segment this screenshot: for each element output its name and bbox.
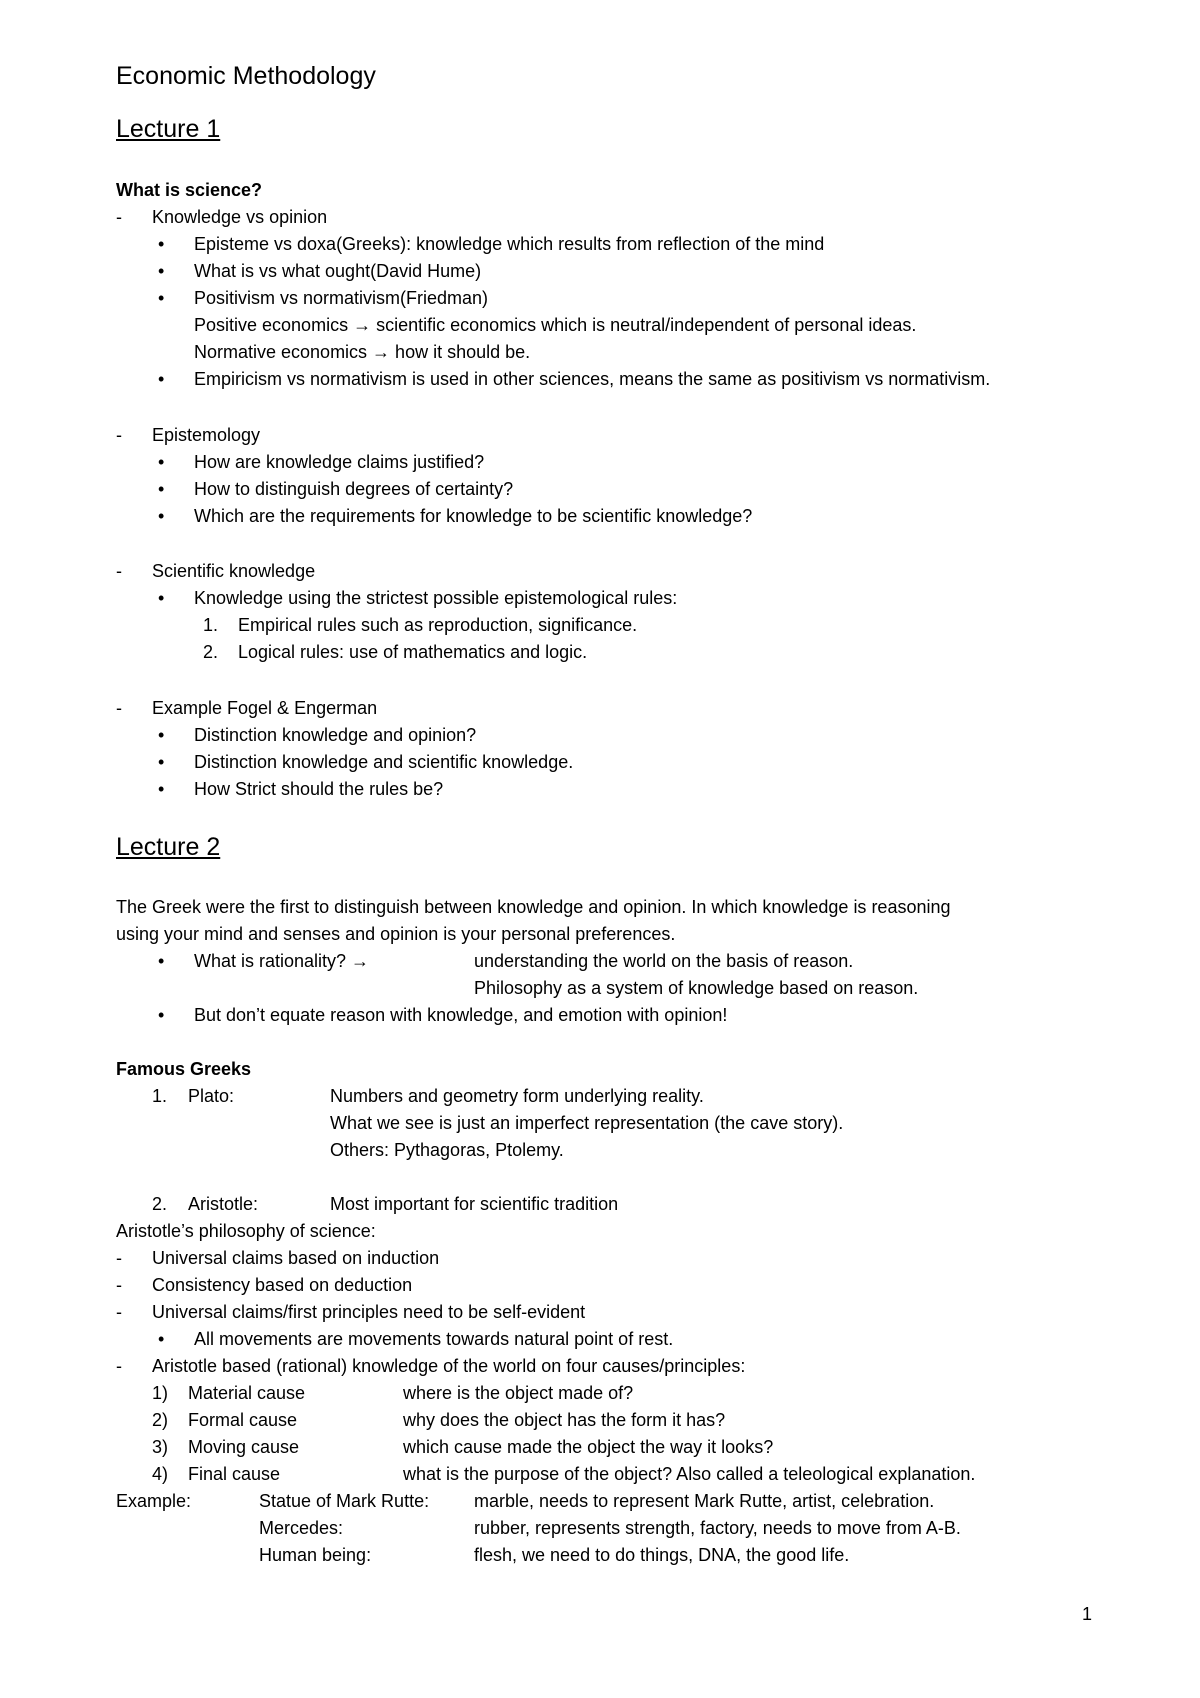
bullet-marker: •: [158, 951, 165, 971]
intro-paragraph-line: The Greek were the first to distinguish between knowledge and opinion. In which knowledge is reasoning: [116, 897, 951, 917]
example-description: flesh, we need to do things, DNA, the good life.: [474, 1545, 850, 1565]
numbered-item: Empirical rules such as reproduction, significance.: [238, 615, 638, 635]
bullet-marker: •: [158, 1329, 165, 1349]
list-item: What is vs what ought(David Hume): [194, 261, 482, 281]
dash-marker: -: [116, 698, 122, 718]
section-title-scientific-knowledge: Scientific knowledge: [152, 561, 316, 581]
example-subject: Human being:: [259, 1545, 372, 1565]
list-item: Knowledge using the strictest possible epistemological rules:: [194, 588, 678, 608]
bullet-marker: •: [158, 725, 165, 745]
bullet-marker: •: [158, 234, 165, 254]
rationality-answer: Philosophy as a system of knowledge based on reason.: [474, 978, 919, 998]
document-title: Economic Methodology: [116, 62, 376, 90]
bullet-marker: •: [158, 1005, 165, 1025]
cause-number: 4): [152, 1464, 169, 1484]
cause-number: 2): [152, 1410, 169, 1430]
bullet-marker: •: [158, 369, 165, 389]
dash-marker: -: [116, 425, 122, 445]
plato-line: Others: Pythagoras, Ptolemy.: [330, 1140, 564, 1160]
cause-name: Final cause: [188, 1464, 281, 1484]
cause-description: where is the object made of?: [403, 1383, 634, 1403]
bullet-marker: •: [158, 479, 165, 499]
dash-marker: -: [116, 1275, 122, 1295]
philosophy-of-science-title: Aristotle’s philosophy of science:: [116, 1221, 376, 1241]
section-title-knowledge-vs-opinion: Knowledge vs opinion: [152, 207, 328, 227]
claim-item: Universal claims/first principles need to be self-evident: [152, 1302, 586, 1322]
list-item: Which are the requirements for knowledge to be scientific knowledge?: [194, 506, 753, 526]
cause-number: 1): [152, 1383, 169, 1403]
claim-item: Universal claims based on induction: [152, 1248, 440, 1268]
cause-description: what is the purpose of the object? Also called a teleological explanation.: [403, 1464, 976, 1484]
list-item: Episteme vs doxa(Greeks): knowledge which results from reflection of the mind: [194, 234, 825, 254]
what-is-science-heading: What is science?: [116, 180, 263, 200]
rationality-question: What is rationality? →: [194, 951, 370, 971]
list-item: But don’t equate reason with knowledge, and emotion with opinion!: [194, 1005, 728, 1025]
cause-name: Formal cause: [188, 1410, 298, 1430]
section-title-epistemology: Epistemology: [152, 425, 261, 445]
numbered-item: Logical rules: use of mathematics and logic.: [238, 642, 588, 662]
cause-name: Moving cause: [188, 1437, 300, 1457]
dash-marker: -: [116, 1248, 122, 1268]
bullet-marker: •: [158, 261, 165, 281]
bullet-marker: •: [158, 779, 165, 799]
number-marker: 2.: [203, 642, 219, 662]
number-marker: 1.: [152, 1086, 168, 1106]
list-item: Empiricism vs normativism is used in other sciences, means the same as positivism vs normativism.: [194, 369, 991, 389]
aristotle-label: Aristotle:: [188, 1194, 259, 1214]
list-item: All movements are movements towards natural point of rest.: [194, 1329, 674, 1349]
dash-marker: -: [116, 561, 122, 581]
list-item-continuation: Normative economics → how it should be.: [194, 342, 531, 362]
example-description: rubber, represents strength, factory, needs to move from A-B.: [474, 1518, 961, 1538]
section-title-example-fogel-engerman: Example Fogel & Engerman: [152, 698, 378, 718]
plato-line: What we see is just an imperfect representation (the cave story).: [330, 1113, 844, 1133]
dash-marker: -: [116, 207, 122, 227]
list-item: How are knowledge claims justified?: [194, 452, 485, 472]
example-subject: Statue of Mark Rutte:: [259, 1491, 430, 1511]
bullet-marker: •: [158, 452, 165, 472]
cause-number: 3): [152, 1437, 169, 1457]
number-marker: 1.: [203, 615, 219, 635]
page-number: 1: [1082, 1604, 1093, 1624]
lecture-1-heading: Lecture 1: [116, 115, 221, 143]
lecture-2-heading: Lecture 2: [116, 833, 221, 861]
intro-paragraph-line: using your mind and senses and opinion is your personal preferences.: [116, 924, 676, 944]
list-item: Distinction knowledge and scientific knowledge.: [194, 752, 574, 772]
example-label: Example:: [116, 1491, 192, 1511]
bullet-marker: •: [158, 588, 165, 608]
causes-intro: Aristotle based (rational) knowledge of the world on four causes/principles:: [152, 1356, 746, 1376]
bullet-marker: •: [158, 288, 165, 308]
list-item: How Strict should the rules be?: [194, 779, 444, 799]
list-item: Positivism vs normativism(Friedman): [194, 288, 489, 308]
list-item: Distinction knowledge and opinion?: [194, 725, 477, 745]
dash-marker: -: [116, 1356, 122, 1376]
example-subject: Mercedes:: [259, 1518, 344, 1538]
dash-marker: -: [116, 1302, 122, 1322]
plato-line: Numbers and geometry form underlying reality.: [330, 1086, 704, 1106]
list-item-continuation: Positive economics → scientific economics which is neutral/independent of personal ideas.: [194, 315, 917, 335]
example-description: marble, needs to represent Mark Rutte, artist, celebration.: [474, 1491, 935, 1511]
list-item: How to distinguish degrees of certainty?: [194, 479, 514, 499]
bullet-marker: •: [158, 506, 165, 526]
number-marker: 2.: [152, 1194, 168, 1214]
claim-item: Consistency based on deduction: [152, 1275, 413, 1295]
cause-description: why does the object has the form it has?: [403, 1410, 726, 1430]
aristotle-line: Most important for scientific tradition: [330, 1194, 619, 1214]
rationality-answer: understanding the world on the basis of reason.: [474, 951, 854, 971]
cause-description: which cause made the object the way it looks?: [403, 1437, 774, 1457]
bullet-marker: •: [158, 752, 165, 772]
famous-greeks-heading: Famous Greeks: [116, 1059, 252, 1079]
plato-label: Plato:: [188, 1086, 235, 1106]
cause-name: Material cause: [188, 1383, 306, 1403]
